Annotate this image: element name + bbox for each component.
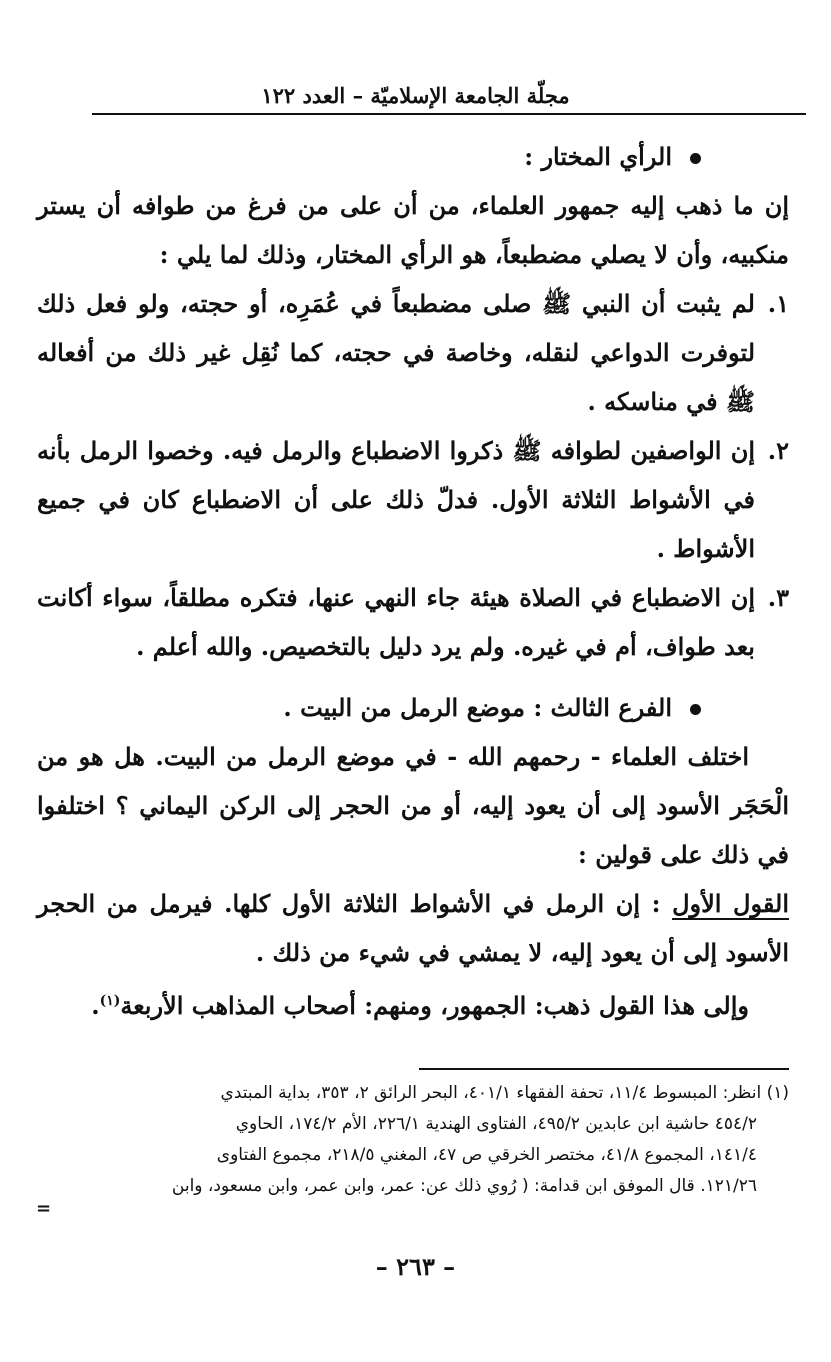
footnote-line-2: ٤٥٤/٢ حاشية ابن عابدين ٤٩٥/٢، الفتاوى الهندية ٢٢٦/١، الأم ١٧٤/٢، الحاوي: [235, 1114, 757, 1134]
bullet-chosen-opinion-text: الرأي المختار :: [524, 142, 672, 171]
list-item-number: ٣.: [767, 583, 789, 612]
bullet-icon: [690, 153, 701, 164]
bullet-third-branch-text: الفرع الثالث : موضع الرمل من البيت .: [283, 693, 672, 722]
list-item-text: إن الواصفين لطوافه ﷺ ذكروا الاضطباع والرمل فيه. وخصوا الرمل بأنه في الأشواط الثلاثة الأول. فدلّ ذلك على أن الاضطباع كان في جميع الأشواط .: [37, 436, 755, 563]
list-item-3: [37, 573, 789, 671]
bullet-third-branch: [37, 683, 789, 732]
majority-end: .: [91, 991, 100, 1020]
footnotes: [37, 1078, 789, 1202]
majority-text: وإلى هذا القول ذهب: الجمهور، ومنهم: أصحاب المذاهب الأربعة: [120, 991, 749, 1020]
paragraph-disagreement: اختلف العلماء - رحمهم الله - في موضع الرمل من البيت. هل هو من الْحَجَر الأسود إلى أن يعود إليه، أو من الحجر إلى الركن اليماني ؟ اختلفوا في ذلك على قولين :: [37, 742, 789, 869]
paragraph-majority: [37, 977, 789, 1030]
spacer: [37, 671, 789, 683]
list-item-number: ١.: [767, 289, 789, 318]
list-item-text: إن الاضطباع في الصلاة هيئة جاء النهي عنها، فتكره مطلقاً، سواء أكانت بعد طواف، أم في غيره. ولم يرد دليل بالتخصيص. والله أعلم .: [37, 583, 755, 661]
list-item-text: لم يثبت أن النبي ﷺ صلى مضطبعاً في عُمَرِه، أو حجته، ولو فعل ذلك لتوفرت الدواعي لنقله، وخاصة في حجته، كما نُقِل غير ذلك من أفعاله ﷺ في مناسكه .: [37, 289, 756, 416]
footnote-line-4: ١٢١/٢٦. قال الموفق ابن قدامة: ( رُوي ذلك عن: عمر، وابن عمر، وابن مسعود، وابن: [171, 1176, 757, 1196]
list-item-2: [37, 426, 789, 573]
bullet-icon: [690, 704, 701, 715]
main-text: [37, 132, 789, 1030]
header-divider: [92, 113, 806, 115]
paragraph-intro: إن ما ذهب إليه جمهور العلماء، من أن على من فرغ من طوافه أن يستر منكبيه، وأن لا يصلي مضطبعاً، هو الرأي المختار، وذلك لما يلي :: [37, 191, 789, 269]
first-opinion-label: القول الأول: [672, 889, 789, 918]
page-number: – ٢٦٣ –: [375, 1252, 456, 1281]
bullet-chosen-opinion: [37, 132, 789, 181]
first-opinion-text: : إن الرمل في الأشواط الثلاثة الأول كلها. فيرمل من الحجر الأسود إلى أن يعود إليه، لا يمشي في شيء من ذلك .: [37, 889, 789, 967]
footnote-ref: (١): [99, 993, 121, 1009]
footnote-divider: [419, 1068, 789, 1070]
footnote-line-3: ١٤١/٤، المجموع ٤١/٨، مختصر الخرقي ص ٤٧، المغني ٢١٨/٥، مجموع الفتاوى: [216, 1145, 757, 1165]
journal-header: مجلّة الجامعة الإسلاميّة – العدد ١٢٢: [261, 83, 570, 108]
list-item-number: ٢.: [767, 436, 789, 465]
list-item-1: [37, 279, 789, 426]
paragraph-first-opinion: [37, 879, 789, 977]
footnote-line-1: (١) انظر: المبسوط ١١/٤، تحفة الفقهاء ٤٠١/١، البحر الرائق ٢، ٣٥٣، بداية المبتدي: [220, 1083, 789, 1103]
footnote-continuation-mark: =: [36, 1198, 52, 1219]
